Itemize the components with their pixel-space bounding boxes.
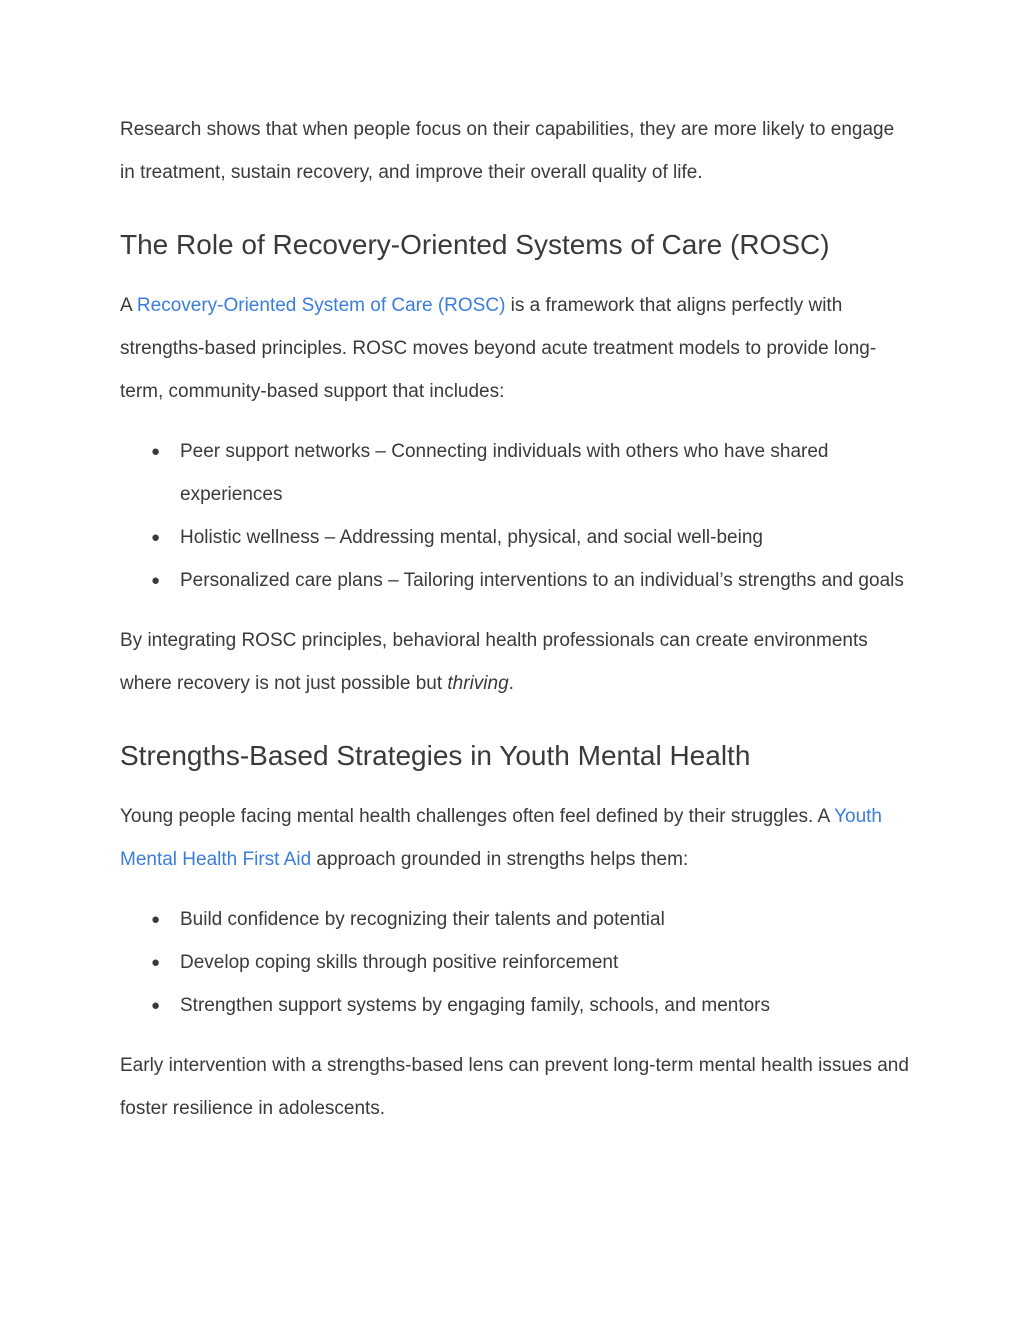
youth-paragraph (120, 795, 910, 881)
youth-bullet-list (120, 898, 910, 1027)
section-heading-rosc: The Role of Recovery-Oriented Systems of Care (ROSC) (120, 229, 830, 260)
bullet-icon: ● (151, 572, 161, 589)
rosc-paragraph-suffix: is a framework that aligns perfectly with strengths-based principles. ROSC moves beyond acute treatment models to provide long-term, community-based support that includes: (120, 295, 877, 402)
rosc-closing-paragraph (120, 619, 910, 705)
list-item (120, 516, 910, 559)
list-item (120, 430, 910, 516)
rosc-paragraph (120, 284, 910, 413)
bullet-icon: ● (151, 997, 161, 1014)
list-item-text: Develop coping skills through positive reinforcement (180, 952, 619, 973)
rosc-closing-emphasis: thriving (447, 673, 509, 694)
rosc-closing-prefix: By integrating ROSC principles, behavioral health professionals can create environments where recovery is not just possible but (120, 630, 868, 694)
bullet-icon: ● (151, 443, 161, 460)
list-item-text: Build confidence by recognizing their talents and potential (180, 909, 665, 930)
document-page (120, 108, 910, 1130)
section-heading-youth: Strengths-Based Strategies in Youth Mental Health (120, 740, 751, 771)
list-item (120, 941, 910, 984)
list-item-text: Holistic wellness – Addressing mental, physical, and social well-being (180, 527, 763, 548)
list-item (120, 984, 910, 1027)
rosc-paragraph-prefix: A (120, 295, 137, 316)
youth-closing-paragraph: Early intervention with a strengths-based lens can prevent long-term mental health issues and foster resilience in adolescents. (120, 1055, 909, 1119)
youth-paragraph-suffix: approach grounded in strengths helps them: (311, 849, 689, 870)
list-item-text: Strengthen support systems by engaging family, schools, and mentors (180, 995, 771, 1016)
list-item-text: Personalized care plans – Tailoring interventions to an individual’s strengths and goals (180, 570, 904, 591)
bullet-icon: ● (151, 529, 161, 546)
youth-paragraph-prefix: Young people facing mental health challenges often feel defined by their struggles. A (120, 806, 835, 827)
rosc-closing-suffix: . (508, 673, 514, 694)
bullet-icon: ● (151, 911, 161, 928)
intro-paragraph: Research shows that when people focus on their capabilities, they are more likely to engage in treatment, sustain recovery, and improve their overall quality of life. (120, 119, 895, 183)
youth-mhfa-link[interactable]: Youth Mental Health First Aid (120, 806, 882, 870)
rosc-link[interactable]: Recovery-Oriented System of Care (ROSC) (136, 295, 506, 316)
list-item-text: Peer support networks – Connecting individuals with others who have shared experiences (180, 441, 829, 505)
list-item (120, 559, 910, 602)
list-item (120, 898, 910, 941)
rosc-bullet-list (120, 430, 910, 602)
bullet-icon: ● (151, 954, 161, 971)
